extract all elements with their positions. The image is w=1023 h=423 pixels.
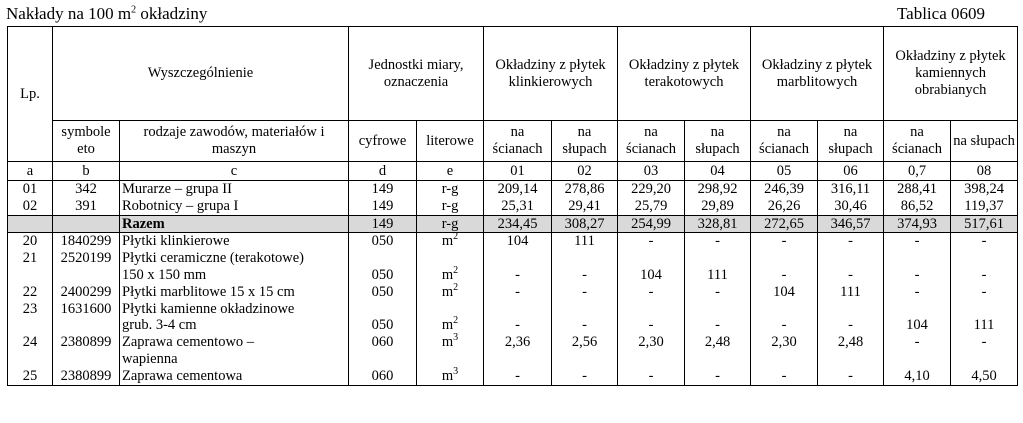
cell-empty (618, 351, 685, 368)
cell-value: 104 (884, 317, 951, 334)
cell-value: 316,11 (818, 181, 884, 198)
cell-empty (552, 301, 618, 318)
cell-value: - (884, 334, 951, 351)
cell-lp (8, 267, 53, 284)
cell-value: 246,39 (751, 181, 818, 198)
cell-unit-letter: $m^3$ (417, 334, 484, 351)
col-walls: na ścianach (484, 121, 552, 162)
cell-empty (349, 351, 417, 368)
cell-unit-digital: 050 (349, 233, 417, 250)
cell-value: - (685, 368, 751, 385)
cell-symbol (53, 351, 120, 368)
cell-value: 86,52 (884, 198, 951, 215)
table-row (8, 198, 1018, 215)
cell-value: - (484, 267, 552, 284)
col-kinds: rodzaje zawodów, materiałów i maszyn (120, 121, 349, 162)
col-spec: Wyszczególnienie (53, 27, 349, 121)
cell-empty (884, 351, 951, 368)
cell-empty (484, 301, 552, 318)
cell-value: - (685, 317, 751, 334)
cell-empty (417, 351, 484, 368)
cell-empty (349, 301, 417, 318)
cell-symbol (53, 267, 120, 284)
cell-lp: 20 (8, 233, 53, 250)
header-row-2 (8, 121, 1018, 162)
col-walls: na ścianach (884, 121, 951, 162)
cell-empty (618, 301, 685, 318)
cell-value: - (484, 284, 552, 301)
table-row (8, 368, 1018, 385)
cell-unit-digital: 060 (349, 334, 417, 351)
cell-value: - (818, 368, 884, 385)
table-title: Nakłady na 100 $m^2$ okładziny (6, 4, 208, 23)
cell-value: - (751, 267, 818, 284)
cell-description: Murarze – grupa II (120, 181, 349, 198)
cell-empty (818, 250, 884, 267)
cell-empty (349, 250, 417, 267)
col-pillars: na słupach (552, 121, 618, 162)
col-group-marblite: Okładziny z płytek marblitowych (751, 27, 884, 121)
cell-value: - (685, 284, 751, 301)
cell-empty (417, 301, 484, 318)
cell-value: 2,48 (818, 334, 884, 351)
cell-value: 104 (618, 267, 685, 284)
col-symbol: symbole eto (53, 121, 120, 162)
cell-description: Płytki klinkierowe (120, 233, 349, 250)
cell-value: 2,56 (552, 334, 618, 351)
cell-value: - (951, 334, 1018, 351)
cell-unit-letter: r-g (417, 181, 484, 198)
cell-value: 328,81 (685, 215, 751, 233)
cell-value: 398,24 (951, 181, 1018, 198)
table-row (8, 267, 1018, 284)
cell-value: 272,65 (751, 215, 818, 233)
col-code: 02 (552, 162, 618, 181)
header-row-1 (8, 27, 1018, 121)
cell-value: 2,48 (685, 334, 751, 351)
col-pillars: na słupach (685, 121, 751, 162)
cell-lp: 02 (8, 198, 53, 215)
cell-value: 111 (685, 267, 751, 284)
cell-value: 26,26 (751, 198, 818, 215)
cell-description: Płytki ceramiczne (terakotowe) (120, 250, 349, 267)
cell-description: wapienna (120, 351, 349, 368)
table-row (8, 215, 1018, 233)
cell-value: - (552, 368, 618, 385)
cell-empty (884, 250, 951, 267)
cell-value: 308,27 (552, 215, 618, 233)
cell-value: - (552, 284, 618, 301)
col-letter: literowe (417, 121, 484, 162)
table-row (8, 233, 1018, 250)
cell-empty (417, 250, 484, 267)
cell-description: Robotnicy – grupa I (120, 198, 349, 215)
cell-unit-digital: 149 (349, 198, 417, 215)
cell-description: Zaprawa cementowa (120, 368, 349, 385)
cell-value: 119,37 (951, 198, 1018, 215)
cell-value: 29,41 (552, 198, 618, 215)
cell-value: 254,99 (618, 215, 685, 233)
cell-empty (484, 250, 552, 267)
cell-description: Płytki kamienne okładzinowe (120, 301, 349, 318)
cell-symbol (53, 215, 120, 233)
cell-value: 111 (951, 317, 1018, 334)
col-lp: Lp. (8, 27, 53, 162)
cell-lp: 01 (8, 181, 53, 198)
cell-value: - (818, 267, 884, 284)
col-code: 05 (751, 162, 818, 181)
cell-unit-digital: 149 (349, 215, 417, 233)
cell-value: - (751, 368, 818, 385)
cell-empty (751, 351, 818, 368)
cell-value: - (751, 233, 818, 250)
cell-value: - (685, 233, 751, 250)
table-row (8, 351, 1018, 368)
cell-description: Płytki marblitowe 15 x 15 cm (120, 284, 349, 301)
cell-empty (685, 250, 751, 267)
cell-empty (818, 351, 884, 368)
cell-value: - (552, 267, 618, 284)
cell-value: - (751, 317, 818, 334)
col-code: a (8, 162, 53, 181)
col-code: d (349, 162, 417, 181)
cell-value: 2,36 (484, 334, 552, 351)
cell-value: 517,61 (951, 215, 1018, 233)
cell-unit-digital: 149 (349, 181, 417, 198)
cell-value: 25,31 (484, 198, 552, 215)
col-code: c (120, 162, 349, 181)
cell-empty (484, 351, 552, 368)
cell-unit-letter: $m^3$ (417, 368, 484, 385)
cell-value: 111 (552, 233, 618, 250)
cell-symbol (53, 317, 120, 334)
cell-empty (951, 351, 1018, 368)
cell-empty (951, 301, 1018, 318)
cell-value: - (818, 317, 884, 334)
col-pillars: na słupach (818, 121, 884, 162)
cell-value: - (884, 233, 951, 250)
cell-lp (8, 215, 53, 233)
cell-value: 288,41 (884, 181, 951, 198)
cell-lp: 22 (8, 284, 53, 301)
cell-unit-letter: $m^2$ (417, 317, 484, 334)
cell-unit-digital: 050 (349, 267, 417, 284)
col-code: 04 (685, 162, 751, 181)
col-walls: na ścianach (751, 121, 818, 162)
cell-value: - (484, 368, 552, 385)
cell-value: 374,93 (884, 215, 951, 233)
cell-symbol: 1631600 (53, 301, 120, 318)
cell-symbol: 391 (53, 198, 120, 215)
col-group-clinker: Okładziny z płytek klinkierowych (484, 27, 618, 121)
cell-value: 2,30 (751, 334, 818, 351)
cell-value: - (818, 233, 884, 250)
cell-value: - (884, 284, 951, 301)
cell-unit-letter: $m^2$ (417, 267, 484, 284)
cell-value: - (951, 284, 1018, 301)
cell-symbol: 2380899 (53, 334, 120, 351)
col-code: 01 (484, 162, 552, 181)
cell-symbol: 2400299 (53, 284, 120, 301)
cell-value: 2,30 (618, 334, 685, 351)
cell-value: - (951, 267, 1018, 284)
table-row (8, 181, 1018, 198)
cell-description: Razem (120, 215, 349, 233)
col-code: e (417, 162, 484, 181)
col-units: Jednostki miary, oznaczenia (349, 27, 484, 121)
col-code: 08 (951, 162, 1018, 181)
cell-description: Zaprawa cementowo – (120, 334, 349, 351)
col-code: b (53, 162, 120, 181)
col-group-terracotta: Okładziny z płytek terakotowych (618, 27, 751, 121)
cell-value: 29,89 (685, 198, 751, 215)
cell-value: - (618, 284, 685, 301)
cell-value: - (951, 233, 1018, 250)
cell-unit-letter: r-g (417, 215, 484, 233)
header-codes-row (8, 162, 1018, 181)
col-group-stone: Okładziny z płytek kamiennych obrabianych (884, 27, 1018, 121)
cell-empty (884, 301, 951, 318)
cell-symbol: 1840299 (53, 233, 120, 250)
cell-value: 346,57 (818, 215, 884, 233)
cell-unit-letter: $m^2$ (417, 233, 484, 250)
cell-value: 111 (818, 284, 884, 301)
cell-lp: 25 (8, 368, 53, 385)
cell-value: 104 (751, 284, 818, 301)
cell-value: 25,79 (618, 198, 685, 215)
cell-value: 30,46 (818, 198, 884, 215)
cell-value: 4,10 (884, 368, 951, 385)
cell-value: 104 (484, 233, 552, 250)
cell-value: 229,20 (618, 181, 685, 198)
cell-description: grub. 3-4 cm (120, 317, 349, 334)
cell-symbol: 2520199 (53, 250, 120, 267)
cell-value: 298,92 (685, 181, 751, 198)
cell-empty (818, 301, 884, 318)
col-code: 0,7 (884, 162, 951, 181)
cell-value: - (884, 267, 951, 284)
col-pillars: na słupach (951, 121, 1018, 162)
table-row (8, 334, 1018, 351)
cell-value: 278,86 (552, 181, 618, 198)
cell-value: 209,14 (484, 181, 552, 198)
cell-value: 4,50 (951, 368, 1018, 385)
cell-empty (552, 250, 618, 267)
col-walls: na ścianach (618, 121, 685, 162)
cell-lp: 21 (8, 250, 53, 267)
col-code: 06 (818, 162, 884, 181)
table-row (8, 250, 1018, 267)
cell-empty (618, 250, 685, 267)
table-body (8, 181, 1018, 386)
cell-empty (552, 351, 618, 368)
cell-description: 150 x 150 mm (120, 267, 349, 284)
table-row (8, 284, 1018, 301)
cell-empty (685, 351, 751, 368)
cell-value: - (552, 317, 618, 334)
table-code: Tablica 0609 (896, 4, 985, 23)
cell-lp (8, 317, 53, 334)
cell-lp: 23 (8, 301, 53, 318)
norm-table (7, 26, 1018, 386)
table-row (8, 317, 1018, 334)
col-code: 03 (618, 162, 685, 181)
cell-unit-digital: 050 (349, 317, 417, 334)
col-digital: cyfrowe (349, 121, 417, 162)
cell-empty (751, 250, 818, 267)
cell-value: - (618, 233, 685, 250)
cell-value: 234,45 (484, 215, 552, 233)
cell-empty (951, 250, 1018, 267)
cell-unit-letter: r-g (417, 198, 484, 215)
cell-empty (685, 301, 751, 318)
cell-value: - (618, 317, 685, 334)
cell-unit-digital: 050 (349, 284, 417, 301)
cell-lp (8, 351, 53, 368)
cell-lp: 24 (8, 334, 53, 351)
cell-unit-letter: $m^2$ (417, 284, 484, 301)
table-row (8, 301, 1018, 318)
cell-symbol: 2380899 (53, 368, 120, 385)
cell-unit-digital: 060 (349, 368, 417, 385)
cell-symbol: 342 (53, 181, 120, 198)
cell-empty (751, 301, 818, 318)
cell-value: - (618, 368, 685, 385)
cell-value: - (484, 317, 552, 334)
